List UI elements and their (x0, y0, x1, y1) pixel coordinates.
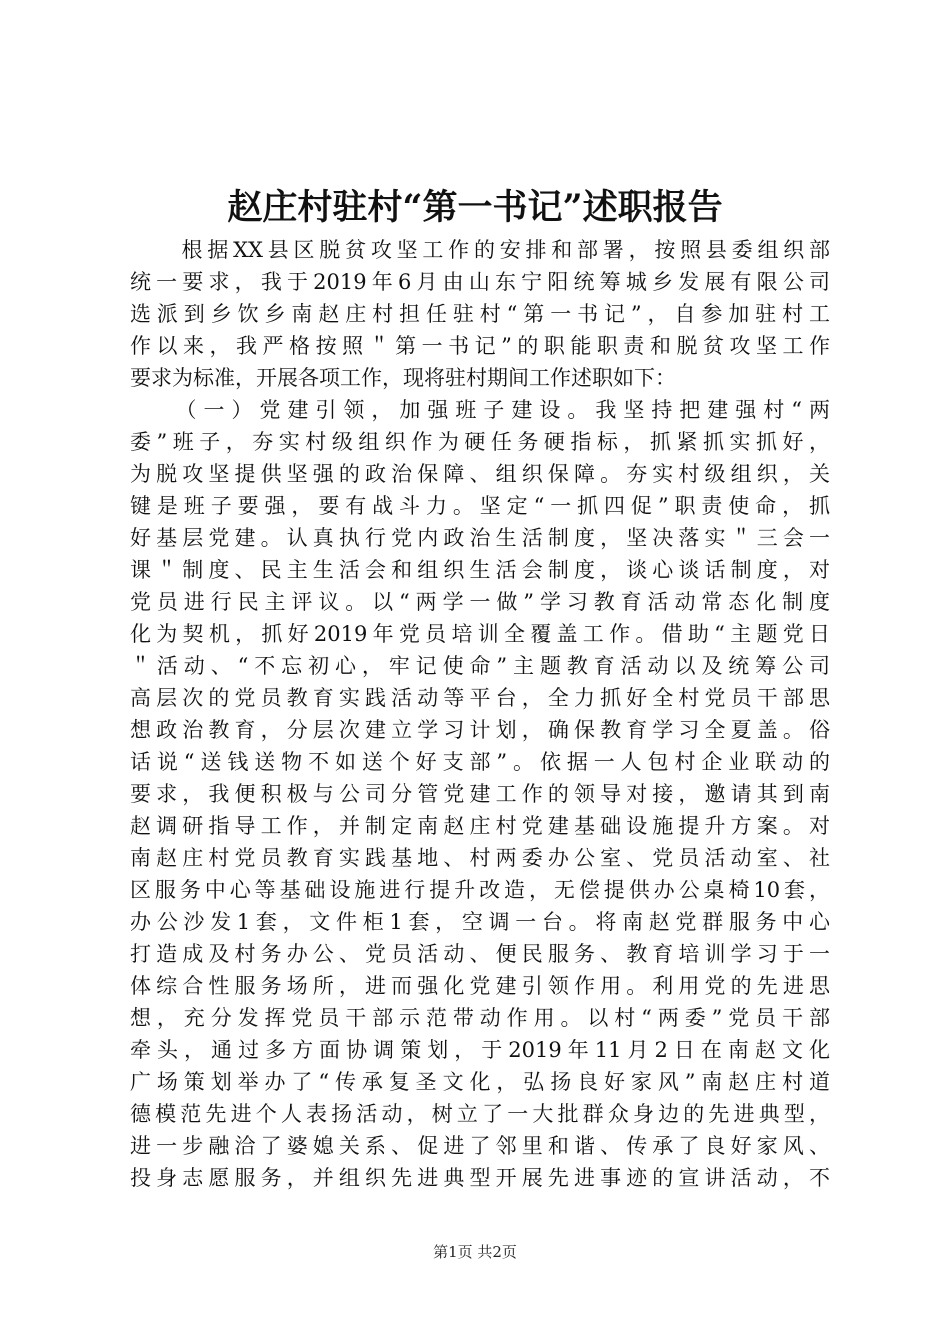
text-line: 党员进行民主评议。以“两学一做”学习教育活动常态化制度 (130, 590, 830, 614)
text-line: 化为契机，抓好2019年党员培训全覆盖工作。借助“主题党日 (130, 622, 830, 646)
text-line: 委”班子，夯实村级组织作为硬任务硬指标，抓紧抓实抓好， (130, 430, 830, 454)
text-line: 要求为标准，开展各项工作，现将驻村期间工作述职如下： (130, 366, 676, 390)
text-line: 赵调研指导工作，并制定南赵庄村党建基础设施提升方案。对 (130, 814, 830, 838)
text-line: 为脱攻坚提供坚强的政治保障、组织保障。夯实村级组织，关 (130, 462, 830, 486)
text-line: 作以来，我严格按照＂第一书记”的职能职责和脱贫攻坚工作 (130, 334, 830, 358)
text-line: 区服务中心等基础设施进行提升改造，无偿提供办公桌椅10套， (130, 878, 830, 902)
text-line: 想，充分发挥党员干部示范带动作用。以村“两委”党员干部 (130, 1006, 830, 1030)
text-line: ＂活动、“不忘初心，牢记使命”主题教育活动以及统筹公司 (130, 654, 830, 678)
text-line: 打造成及村务办公、党员活动、便民服务、教育培训学习于一 (130, 942, 830, 966)
text-line: 想政治教育，分层次建立学习计划，确保教育学习全夏盖。俗 (130, 718, 830, 742)
page-title: 赵庄村驻村“第一书记”述职报告 (227, 187, 723, 228)
text-line: 德模范先进个人表扬活动，树立了一大批群众身边的先进典型， (130, 1102, 830, 1126)
text-line: 牵头，通过多方面协调策划，于2019年11月2日在南赵文化 (130, 1038, 830, 1062)
text-line: 要求，我便积极与公司分管党建工作的领导对接，邀请其到南 (130, 782, 830, 806)
text-line: 选派到乡饮乡南赵庄村担任驻村“第一书记”，自参加驻村工 (130, 302, 830, 326)
text-line: 进一步融洽了婆媳关系、促进了邻里和谐、传承了良好家风、 (130, 1134, 830, 1158)
text-line: 体综合性服务场所，进而强化党建引领作用。利用党的先进思 (130, 974, 830, 998)
text-line: 办公沙发1套，文件柜1套，空调一台。将南赵党群服务中心 (130, 910, 830, 934)
text-line: 根据XX县区脱贫攻坚工作的安排和部署，按照县委组织部 (130, 238, 830, 262)
page-number-footer: 第1页 共2页 (433, 1243, 517, 1261)
text-line: 广场策划举办了“传承复圣文化，弘扬良好家风”南赵庄村道 (130, 1070, 830, 1094)
text-line: 好基层党建。认真执行党内政治生活制度，坚决落实＂三会一 (130, 526, 830, 550)
text-line: （一）党建引领，加强班子建设。我坚持把建强村“两 (130, 398, 830, 422)
text-line: 高层次的党员教育实践活动等平台，全力抓好全村党员干部思 (130, 686, 830, 710)
text-line: 南赵庄村党员教育实践基地、村两委办公室、党员活动室、社 (130, 846, 830, 870)
body-text (130, 234, 830, 1194)
text-line: 统一要求，我于2019年6月由山东宁阳统筹城乡发展有限公司 (130, 270, 830, 294)
text-line: 投身志愿服务，并组织先进典型开展先进事迹的宣讲活动，不 (130, 1166, 830, 1190)
text-line: 话说“送钱送物不如送个好支部”。依据一人包村企业联动的 (130, 750, 830, 774)
text-line: 课＂制度、民主生活会和组织生活会制度，谈心谈话制度，对 (130, 558, 830, 582)
text-line: 键是班子要强，要有战斗力。坚定“一抓四促”职责使命，抓 (130, 494, 830, 518)
